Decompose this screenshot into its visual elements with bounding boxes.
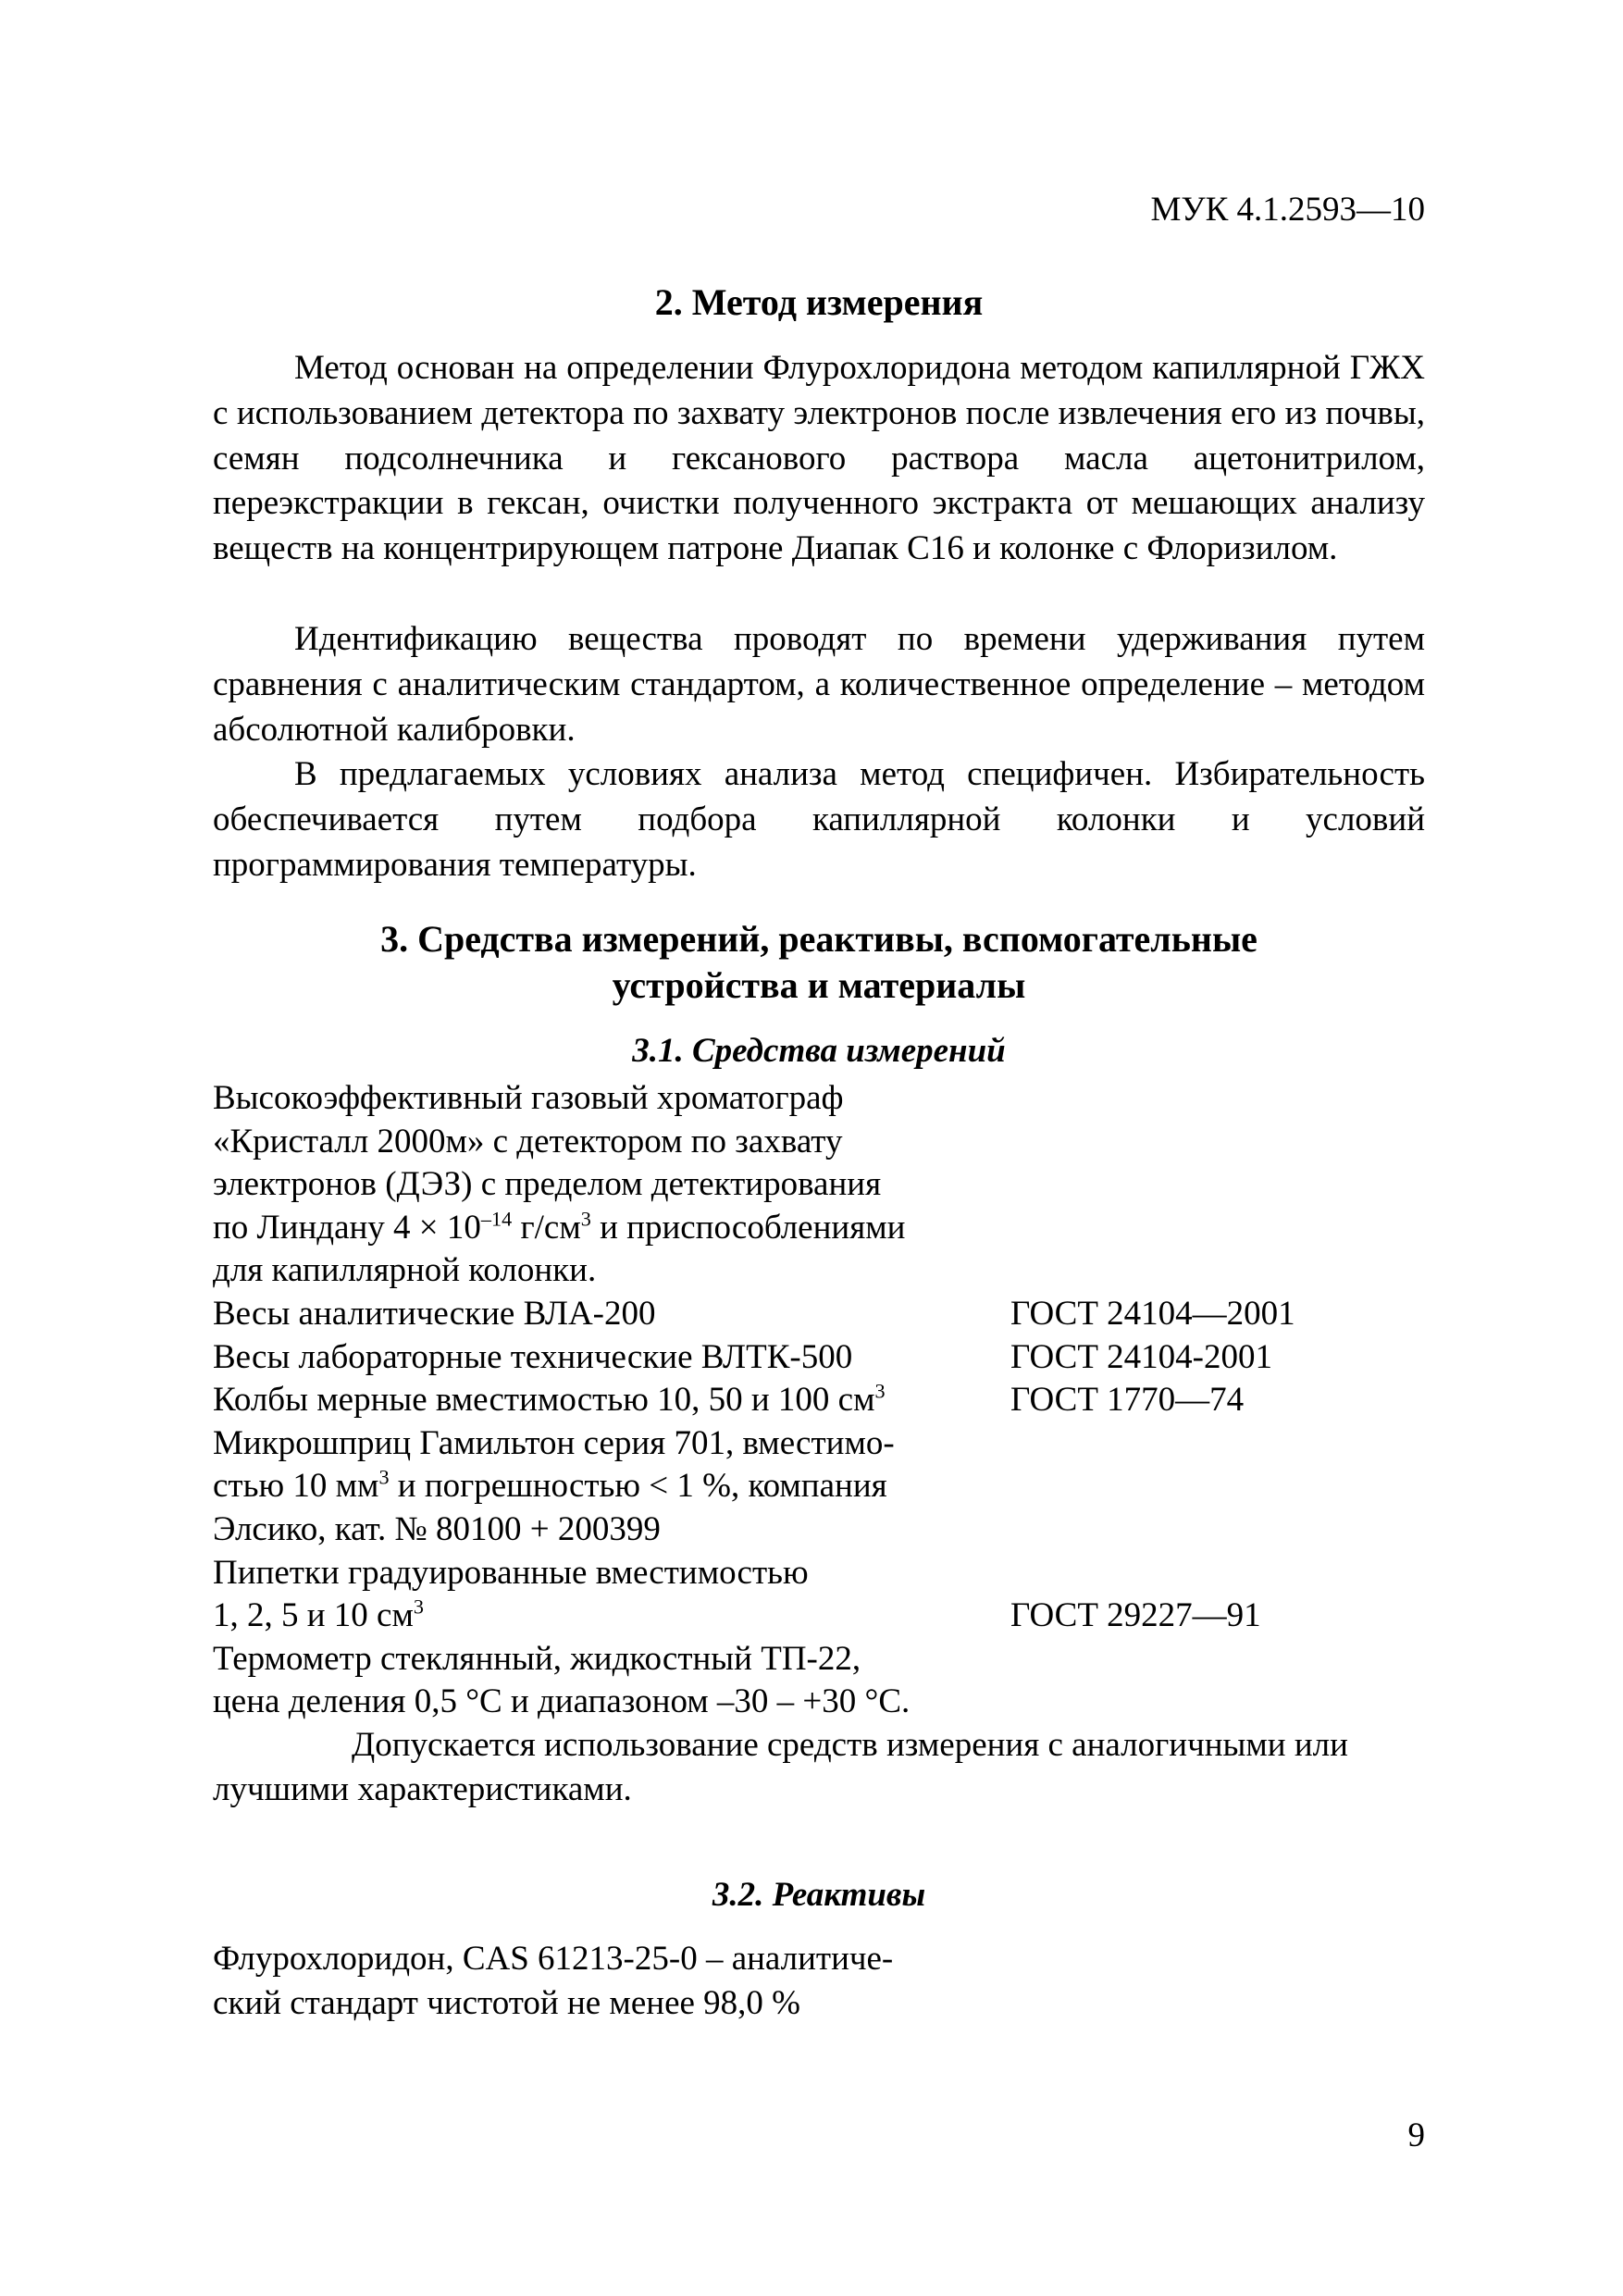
equipment-line: Весы аналитические ВЛА-200: [213, 1294, 656, 1333]
equipment-line: Весы лабораторные технические ВЛТК-500: [213, 1337, 853, 1376]
page-number: 9: [1407, 2116, 1425, 2154]
equipment-item-thermometer: [213, 1638, 1425, 1724]
reagent-item-fluorochloridone: [213, 1937, 1046, 2026]
equipment-line: Высокоэффективный газовый хроматограф: [213, 1079, 844, 1117]
equipment-line: цена деления 0,5 °С и диапазоном –30 – +30 °С.: [213, 1682, 911, 1721]
document-page: [213, 0, 1425, 2296]
exponent: 3: [580, 1207, 591, 1231]
gost-reference: ГОСТ 24104-2001: [1010, 1337, 1272, 1376]
exponent: 3: [378, 1466, 390, 1490]
equipment-line: 1, 2, 5 и 10 $см^3$: [213, 1595, 424, 1635]
equipment-line: Микрошприц Гамильтон серия 701, вместимо-: [213, 1423, 895, 1462]
equipment-item-technical-scales: [213, 1336, 1425, 1380]
section-3-title-line-1: 3. Средства измерений, реактивы, вспомогательные: [380, 918, 1258, 960]
equipment-line: Пипетки градуированные вместимостью: [213, 1553, 809, 1592]
equipment-item-microsyringe: [213, 1422, 1425, 1552]
subsection-3-1-title: 3.1. Средства измерений: [632, 1032, 1006, 1070]
equipment-line: для капиллярной колонки.: [213, 1251, 597, 1290]
equipment-list: [213, 1077, 1425, 1724]
exponent: –14: [480, 1207, 513, 1231]
equipment-item-chromatograph: [213, 1077, 1425, 1293]
equipment-line: Элсико, кат. № 80100 + 200399: [213, 1509, 661, 1548]
equipment-line: электронов (ДЭЗ) с пределом детектирования: [213, 1165, 882, 1204]
subsection-3-2-title: 3.2. Реактивы: [712, 1876, 926, 1914]
equipment-line: Термометр стеклянный, жидкостный ТП-22,: [213, 1639, 861, 1678]
section-2-paragraph-1: Метод основан на определении Флурохлоридона методом капиллярной ГЖХ с использованием детектора по захвату электронов после извлечения его из почвы, семян подсолнечника и гексанового раствора масла ацетонитрилом, переэкстракции в гексан, очистки полученного экстракта от мешающих анализу веществ на концентрирующем патроне Диапак С16 и колонке с Флоризилом.: [213, 349, 1425, 568]
equipment-line: Колбы мерные вместимостью 10, 50 и 100 $см^3$: [213, 1379, 886, 1420]
equipment-line: по Линдану $4 \times 10^{-14}$ $г/см^3$ и приспособлениями: [213, 1207, 906, 1247]
section-2-title: 2. Метод измерения: [654, 281, 984, 323]
exponent: 3: [874, 1379, 886, 1403]
section-2-paragraph-2: Идентификацию вещества проводят по времени удерживания путем сравнения с аналитическим стандартом, а количественное определение – методом абсолютной калибровки.: [213, 620, 1425, 749]
reagent-line: Флурохлоридон, CAS 61213-25-0 – аналитиче-: [213, 1940, 894, 1978]
equipment-item-flasks: [213, 1379, 1425, 1422]
document-code: МУК 4.1.2593—10: [1150, 191, 1425, 229]
equipment-line: стью 10 $мм^3$ и погрешностью < 1 %, компания: [213, 1466, 887, 1506]
section-2-paragraph-3: В предлагаемых условиях анализа метод специфичен. Избирательность обеспечивается путем подбора капиллярной колонки и условий программирования температуры.: [213, 755, 1425, 884]
equipment-item-pipettes: [213, 1552, 1425, 1638]
gost-reference: ГОСТ 24104—2001: [1010, 1294, 1295, 1333]
equipment-item-analytical-scales: [213, 1293, 1425, 1336]
allowed-equivalents-note: Допускается использование средств измерения с аналогичными или лучшими характеристиками.: [213, 1726, 1348, 1808]
exponent: 3: [413, 1595, 424, 1619]
equipment-line: «Кристалл 2000м» с детектором по захвату: [213, 1122, 843, 1160]
gost-reference: ГОСТ 1770—74: [1010, 1381, 1245, 1420]
section-3-title-line-2: устройства и материалы: [612, 964, 1026, 1006]
reagent-line: ский стандарт чистотой не менее 98,0 %: [213, 1984, 800, 2022]
gost-reference: ГОСТ 29227—91: [1010, 1596, 1261, 1635]
